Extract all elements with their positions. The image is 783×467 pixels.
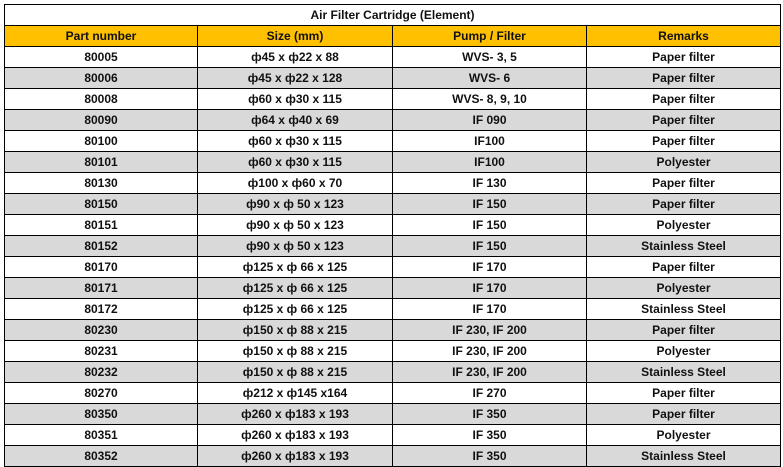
pump-filter-cell: IF 350 bbox=[393, 404, 587, 425]
part-number-cell: 80150 bbox=[5, 194, 198, 215]
remarks-cell: Polyester bbox=[587, 152, 781, 173]
part-number-cell: 80350 bbox=[5, 404, 198, 425]
table-row bbox=[5, 194, 781, 215]
table-body bbox=[5, 47, 781, 467]
table-row bbox=[5, 47, 781, 68]
part-number-cell: 80090 bbox=[5, 110, 198, 131]
remarks-cell: Paper filter bbox=[587, 404, 781, 425]
remarks-cell: Paper filter bbox=[587, 383, 781, 404]
size-cell: ф90 x ф 50 x 123 bbox=[198, 215, 393, 236]
part-number-cell: 80171 bbox=[5, 278, 198, 299]
pump-filter-cell: IF 170 bbox=[393, 257, 587, 278]
size-cell: ф150 x ф 88 x 215 bbox=[198, 362, 393, 383]
remarks-cell: Polyester bbox=[587, 341, 781, 362]
size-cell: ф150 x ф 88 x 215 bbox=[198, 320, 393, 341]
pump-filter-cell: IF 230, IF 200 bbox=[393, 341, 587, 362]
part-number-cell: 80170 bbox=[5, 257, 198, 278]
table-row bbox=[5, 131, 781, 152]
part-number-cell: 80005 bbox=[5, 47, 198, 68]
part-number-cell: 80172 bbox=[5, 299, 198, 320]
pump-filter-cell: IF 150 bbox=[393, 215, 587, 236]
remarks-cell: Paper filter bbox=[587, 131, 781, 152]
table-row bbox=[5, 278, 781, 299]
pump-filter-cell: IF 150 bbox=[393, 236, 587, 257]
remarks-cell: Paper filter bbox=[587, 47, 781, 68]
part-number-cell: 80100 bbox=[5, 131, 198, 152]
table-row bbox=[5, 68, 781, 89]
pump-filter-cell: WVS- 8, 9, 10 bbox=[393, 89, 587, 110]
air-filter-table bbox=[4, 4, 781, 467]
table-title: Air Filter Cartridge (Element) bbox=[5, 5, 781, 26]
part-number-cell: 80151 bbox=[5, 215, 198, 236]
part-number-cell: 80232 bbox=[5, 362, 198, 383]
part-number-cell: 80006 bbox=[5, 68, 198, 89]
pump-filter-cell: IF 230, IF 200 bbox=[393, 320, 587, 341]
table-row bbox=[5, 425, 781, 446]
size-cell: ф90 x ф 50 x 123 bbox=[198, 236, 393, 257]
table-row bbox=[5, 152, 781, 173]
size-cell: ф212 x ф145 x164 bbox=[198, 383, 393, 404]
pump-filter-cell: WVS- 3, 5 bbox=[393, 47, 587, 68]
table-row bbox=[5, 89, 781, 110]
pump-filter-cell: IF 350 bbox=[393, 446, 587, 467]
size-cell: ф90 x ф 50 x 123 bbox=[198, 194, 393, 215]
table-row bbox=[5, 110, 781, 131]
remarks-cell: Paper filter bbox=[587, 110, 781, 131]
table-row bbox=[5, 236, 781, 257]
table-header-row bbox=[5, 26, 781, 47]
part-number-cell: 80270 bbox=[5, 383, 198, 404]
size-cell: ф45 x ф22 x 128 bbox=[198, 68, 393, 89]
column-header-part-number: Part number bbox=[5, 26, 198, 47]
table-row bbox=[5, 404, 781, 425]
remarks-cell: Paper filter bbox=[587, 173, 781, 194]
part-number-cell: 80352 bbox=[5, 446, 198, 467]
size-cell: ф45 x ф22 x 88 bbox=[198, 47, 393, 68]
pump-filter-cell: IF 130 bbox=[393, 173, 587, 194]
size-cell: ф125 x ф 66 x 125 bbox=[198, 257, 393, 278]
table-title-row bbox=[5, 5, 781, 26]
remarks-cell: Paper filter bbox=[587, 89, 781, 110]
table-row bbox=[5, 362, 781, 383]
size-cell: ф60 x ф30 x 115 bbox=[198, 152, 393, 173]
table-row bbox=[5, 383, 781, 404]
size-cell: ф260 x ф183 x 193 bbox=[198, 446, 393, 467]
remarks-cell: Stainless Steel bbox=[587, 299, 781, 320]
size-cell: ф125 x ф 66 x 125 bbox=[198, 299, 393, 320]
part-number-cell: 80101 bbox=[5, 152, 198, 173]
pump-filter-cell: IF 170 bbox=[393, 278, 587, 299]
column-header-remarks: Remarks bbox=[587, 26, 781, 47]
pump-filter-cell: IF 350 bbox=[393, 425, 587, 446]
pump-filter-cell: WVS- 6 bbox=[393, 68, 587, 89]
size-cell: ф64 x ф40 x 69 bbox=[198, 110, 393, 131]
size-cell: ф60 x ф30 x 115 bbox=[198, 89, 393, 110]
size-cell: ф260 x ф183 x 193 bbox=[198, 404, 393, 425]
remarks-cell: Paper filter bbox=[587, 194, 781, 215]
part-number-cell: 80230 bbox=[5, 320, 198, 341]
remarks-cell: Stainless Steel bbox=[587, 362, 781, 383]
pump-filter-cell: IF 230, IF 200 bbox=[393, 362, 587, 383]
table-row bbox=[5, 299, 781, 320]
table-row bbox=[5, 257, 781, 278]
column-header-pump-filter: Pump / Filter bbox=[393, 26, 587, 47]
table-row bbox=[5, 320, 781, 341]
remarks-cell: Polyester bbox=[587, 215, 781, 236]
remarks-cell: Stainless Steel bbox=[587, 236, 781, 257]
table-row bbox=[5, 173, 781, 194]
pump-filter-cell: IF100 bbox=[393, 131, 587, 152]
part-number-cell: 80130 bbox=[5, 173, 198, 194]
part-number-cell: 80351 bbox=[5, 425, 198, 446]
filter-table-container bbox=[4, 4, 780, 467]
size-cell: ф125 x ф 66 x 125 bbox=[198, 278, 393, 299]
pump-filter-cell: IF 150 bbox=[393, 194, 587, 215]
part-number-cell: 80231 bbox=[5, 341, 198, 362]
pump-filter-cell: IF 090 bbox=[393, 110, 587, 131]
table-row bbox=[5, 446, 781, 467]
remarks-cell: Stainless Steel bbox=[587, 446, 781, 467]
size-cell: ф100 x ф60 x 70 bbox=[198, 173, 393, 194]
table-row bbox=[5, 341, 781, 362]
remarks-cell: Paper filter bbox=[587, 320, 781, 341]
remarks-cell: Paper filter bbox=[587, 257, 781, 278]
remarks-cell: Paper filter bbox=[587, 68, 781, 89]
column-header-size: Size (mm) bbox=[198, 26, 393, 47]
table-row bbox=[5, 215, 781, 236]
size-cell: ф60 x ф30 x 115 bbox=[198, 131, 393, 152]
part-number-cell: 80008 bbox=[5, 89, 198, 110]
remarks-cell: Polyester bbox=[587, 425, 781, 446]
size-cell: ф150 x ф 88 x 215 bbox=[198, 341, 393, 362]
size-cell: ф260 x ф183 x 193 bbox=[198, 425, 393, 446]
pump-filter-cell: IF 170 bbox=[393, 299, 587, 320]
pump-filter-cell: IF 270 bbox=[393, 383, 587, 404]
part-number-cell: 80152 bbox=[5, 236, 198, 257]
remarks-cell: Polyester bbox=[587, 278, 781, 299]
pump-filter-cell: IF100 bbox=[393, 152, 587, 173]
